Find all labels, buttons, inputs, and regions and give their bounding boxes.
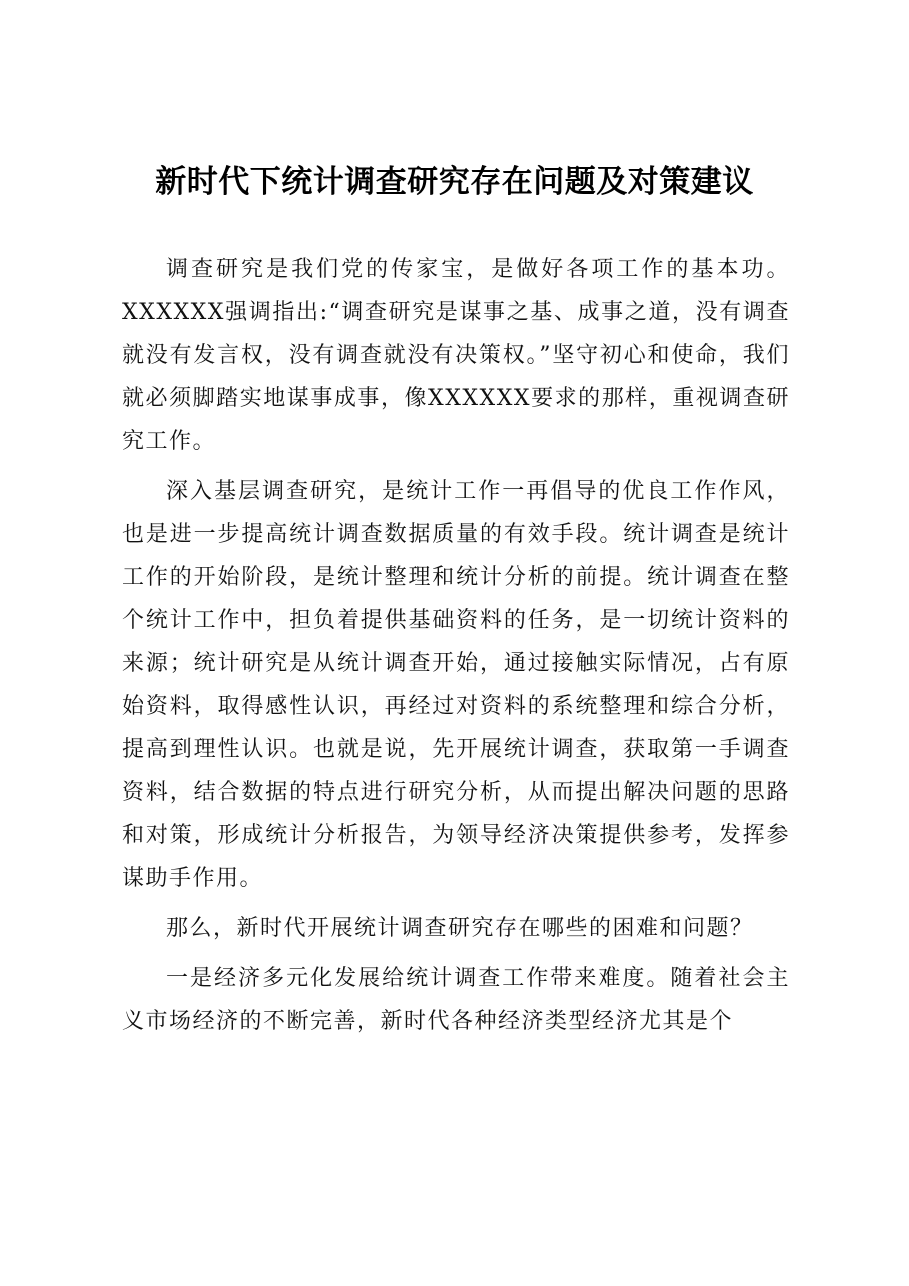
paragraph-grassroots-survey: 深入基层调查研究，是统计工作一再倡导的优良工作作风，也是进一步提高统计调查数据质量的有效手段。统计调查是统计工作的开始阶段，是统计整理和统计分析的前提。统计调查在整个统计工作中，担负着提供基础资料的任务，是一切统计资料的来源；统计研究是从统计调查开始，通过接触实际情况，占有原始资料，取得感性认识，再经过对资料的系统整理和综合分析，提高到理性认识。也就是说，先开展统计调查，获取第一手调查资料，结合数据的特点进行研究分析，从而提出解决问题的思路和对策，形成统计分析报告，为领导经济决策提供参考，发挥参谋助手作用。: [122, 479, 790, 891]
paragraph-question: 那么，新时代开展统计调查研究存在哪些的困难和问题？: [166, 916, 754, 941]
paragraph-point-one: 一是经济多元化发展给统计调查工作带来难度。随着社会主义市场经济的不断完善，新时代各种经济类型经济尤其是个: [122, 966, 790, 1034]
document-body: [122, 248, 790, 1050]
document-title: 新时代下统计调查研究存在问题及对策建议: [155, 164, 754, 200]
paragraph-intro: 调查研究是我们党的传家宝，是做好各项工作的基本功。XXXXXX强调指出:“调查研究是谋事之基、成事之道，没有调查就没有发言权，没有调查就没有决策权。”坚守初心和使命，我们就必须脚踏实地谋事成事，像XXXXXX要求的那样，重视调查研究工作。: [122, 257, 790, 454]
